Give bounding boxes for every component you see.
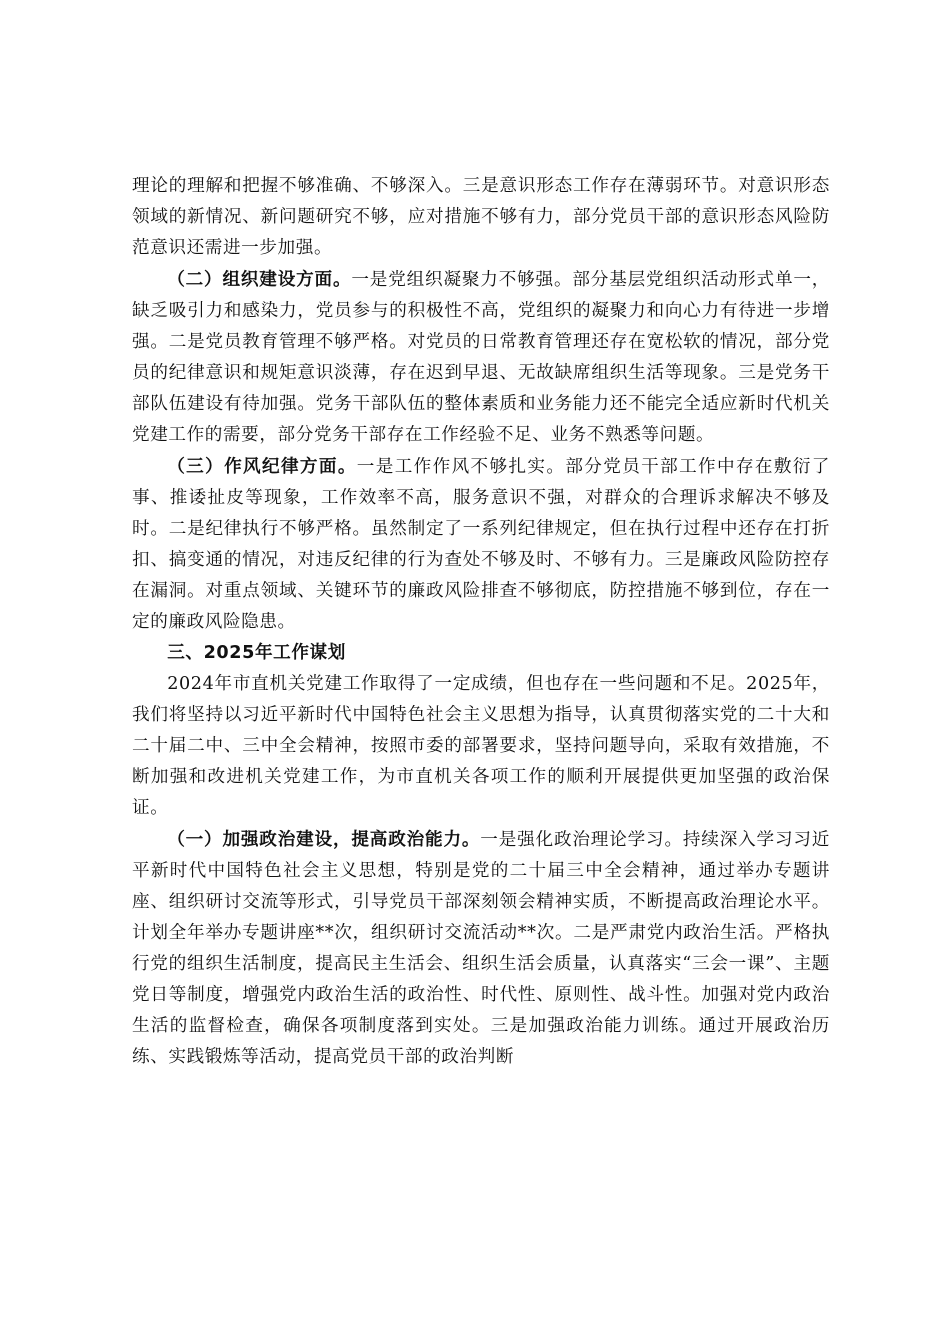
paragraph-text: 理论的理解和把握不够准确、不够深入。三是意识形态工作存在薄弱环节。对意识形态领域的新情况、新问题研究不够，应对措施不够有力，部分党员干部的意识形态风险防范意识还需进一步加强。 bbox=[132, 176, 830, 258]
paragraph-text: 一是党组织凝聚力不够强。部分基层党组织活动形式单一，缺乏吸引力和感染力，党员参与的积极性不高，党组织的凝聚力和向心力有待进一步增强。二是党员教育管理不够严格。对党员的日常教育管理还存在宽松软的情况，部分党员的纪律意识和规矩意识淡薄，存在迟到早退、无故缺席组织生活等现象。三是党务干部队伍建设有待加强。党务干部队伍的整体素质和业务能力还不能完全适应新时代机关党建工作的需要，部分党务干部存在工作经验不足、业务不熟悉等问题。 bbox=[132, 270, 830, 445]
paragraph-discipline bbox=[132, 451, 830, 638]
paragraph-ideology-continued bbox=[132, 171, 830, 264]
paragraph-text: 一是强化政治理论学习。持续深入学习习近平新时代中国特色社会主义思想，特别是党的二十届三中全会精神，通过举办专题讲座、组织研讨交流等形式，引导党员干部深刻领会精神实质，不断提高政治理论水平。计划全年举办专题讲座**次，组织研讨交流活动**次。二是严肃党内政治生活。严格执行党的组织生活制度，提高民主生活会、组织生活会质量，认真落实“三会一课”、主题党日等制度，增强党内政治生活的政治性、时代性、原则性、战斗性。加强对党内政治生活的监督检查，确保各项制度落到实处。三是加强政治能力训练。通过开展政治历练、实践锻炼等活动，提高党员干部的政治判断 bbox=[132, 830, 831, 1067]
section-heading: 三、2025年工作谋划 bbox=[167, 643, 346, 663]
paragraph-political-building bbox=[132, 824, 830, 1073]
paragraph-plan-intro bbox=[132, 669, 830, 824]
paragraph-organization bbox=[132, 264, 830, 451]
document-page bbox=[132, 171, 830, 1073]
paragraph-lead: （三）作风纪律方面。 bbox=[167, 456, 357, 477]
paragraph-lead: （二）组织建设方面。 bbox=[167, 269, 352, 290]
paragraph-text: 一是工作作风不够扎实。部分党员干部工作中存在敷衍了事、推诿扯皮等现象，工作效率不高，服务意识不强，对群众的合理诉求解决不够及时。二是纪律执行不够严格。虽然制定了一系列纪律规定，但在执行过程中还存在打折扣、搞变通的情况，对违反纪律的行为查处不够及时、不够有力。三是廉政风险防控存在漏洞。对重点领域、关键环节的廉政风险排查不够彻底，防控措施不够到位，存在一定的廉政风险隐患。 bbox=[132, 457, 830, 632]
paragraph-text: 2024年市直机关党建工作取得了一定成绩，但也存在一些问题和不足。2025年，我们将坚持以习近平新时代中国特色社会主义思想为指导，认真贯彻落实党的二十大和二十届二中、三中全会精神，按照市委的部署要求，坚持问题导向，采取有效措施，不断加强和改进机关党建工作，为市直机关各项工作的顺利开展提供更加坚强的政治保证。 bbox=[132, 674, 830, 818]
paragraph-lead: （一）加强政治建设，提高政治能力。 bbox=[167, 829, 481, 850]
